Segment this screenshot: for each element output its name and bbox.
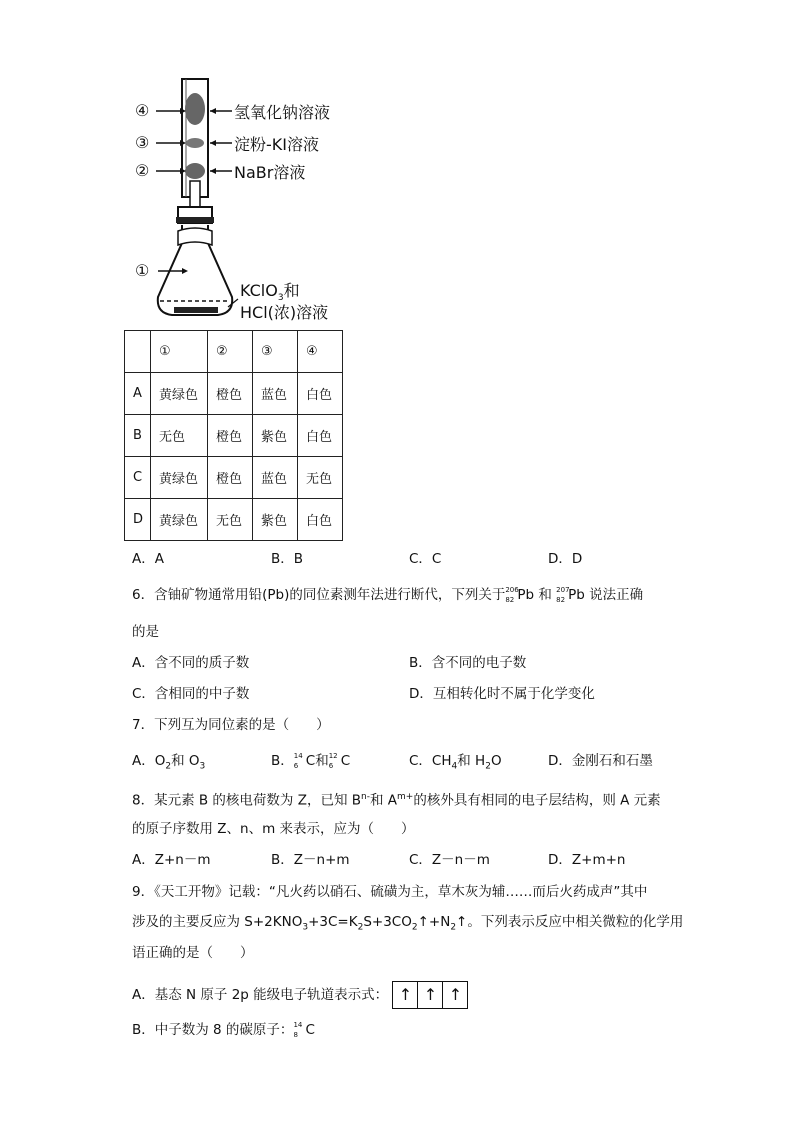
q8-stem: 8．某元素 B 的核电荷数为 Z，已知 $B^{n-}$和 $A^{m+}$的核外具有相同的电子层结构，则 A 元素 bbox=[132, 792, 661, 809]
nabr-label: NaBr溶液 bbox=[234, 163, 306, 182]
table-cell: ① bbox=[151, 331, 208, 373]
q8-option-a: A．Z+n－m bbox=[132, 852, 211, 868]
table-cell: 橙色 bbox=[208, 457, 253, 499]
q6-option-a: A．含不同的质子数 bbox=[132, 655, 250, 671]
label-3: ③ bbox=[135, 133, 150, 152]
q9-stem-line2: 涉及的主要反应为 $S+2KNO_3+3C=K_2S+3CO_2↑+N_2↑$。下列表示反应中相关微粒的化学用 bbox=[132, 914, 684, 933]
naoh-label: 氢氧化钠溶液 bbox=[234, 103, 331, 122]
table-row bbox=[125, 415, 343, 457]
table-cell: 无色 bbox=[151, 415, 208, 457]
table-cell: B bbox=[125, 415, 151, 457]
up-arrow-icon: ↑ bbox=[442, 982, 467, 1008]
q6-stem: 6．含铀矿物通常用铅(Pb)的同位素测年法进行断代，下列关于 206 82 Pb 和 207 82 Pb 说法正确 bbox=[132, 586, 644, 604]
q8-stem-line2: 的原子序数用 Z、n、m 来表示，应为（ ） bbox=[132, 821, 415, 837]
label-2: ② bbox=[135, 161, 150, 180]
q6-option-b: B．含不同的电子数 bbox=[409, 655, 527, 671]
table-cell: C bbox=[125, 457, 151, 499]
q5-option-c: C．C bbox=[409, 551, 442, 567]
q5-option-b: B．B bbox=[271, 551, 304, 567]
starch-ki-label: 淀粉-KI溶液 bbox=[234, 135, 319, 154]
table-cell: 黄绿色 bbox=[151, 457, 208, 499]
q9-stem-line1: 9．《天工开物》记载：“凡火药以硝石、硫磺为主，草木灰为辅……而后火药成声”其中 bbox=[132, 884, 648, 900]
table-cell: A bbox=[125, 373, 151, 415]
table-cell: 紫色 bbox=[253, 499, 298, 541]
table-cell: 橙色 bbox=[208, 373, 253, 415]
q7-option-a: A．$O_2$和 $O_3$ bbox=[132, 753, 206, 772]
table-cell: 黄绿色 bbox=[151, 373, 208, 415]
table-cell: 橙色 bbox=[208, 415, 253, 457]
table-row bbox=[125, 373, 343, 415]
cotton-4 bbox=[185, 93, 205, 125]
table-cell: 蓝色 bbox=[253, 457, 298, 499]
cotton-3 bbox=[186, 138, 204, 148]
table-cell: 无色 bbox=[208, 499, 253, 541]
table-header-row bbox=[125, 331, 343, 373]
table-cell: ② bbox=[208, 331, 253, 373]
q9-option-b: B．中子数为 8 的碳原子： 14 8 C bbox=[132, 1021, 315, 1039]
q8-option-b: B．Z－n+m bbox=[271, 852, 350, 868]
q9-stem-line3: 语正确的是（ ） bbox=[132, 945, 254, 961]
table-cell: 黄绿色 bbox=[151, 499, 208, 541]
table-cell: 蓝色 bbox=[253, 373, 298, 415]
q5-option-d: D．D bbox=[548, 551, 583, 567]
table-cell: ④ bbox=[298, 331, 343, 373]
table-cell: 无色 bbox=[298, 457, 343, 499]
label-1: ① bbox=[135, 261, 150, 280]
q6-stem-line2: 的是 bbox=[132, 624, 159, 640]
answer-table bbox=[124, 330, 343, 541]
q6-option-d: D．互相转化时不属于化学变化 bbox=[409, 686, 595, 702]
q8-option-c: C．Z－n－m bbox=[409, 852, 490, 868]
pb206-isotope: 206 82 bbox=[505, 586, 519, 604]
q6-option-c: C．含相同的中子数 bbox=[132, 686, 250, 702]
pb207-isotope: 207 82 bbox=[556, 586, 570, 604]
table-cell: ③ bbox=[253, 331, 298, 373]
table-cell: D bbox=[125, 499, 151, 541]
table-cell: 白色 bbox=[298, 499, 343, 541]
q5-option-a: A．A bbox=[132, 551, 164, 567]
q7-stem: 7．下列互为同位素的是（ ） bbox=[132, 717, 330, 733]
table-row bbox=[125, 499, 343, 541]
table-row bbox=[125, 457, 343, 499]
q7-option-b: B． 14 6 C和 12 6 C bbox=[271, 752, 351, 770]
q7-option-c: C．$CH_4$和 $H_2O$ bbox=[409, 753, 502, 772]
table-cell: 白色 bbox=[298, 373, 343, 415]
cotton-2 bbox=[185, 163, 205, 179]
up-arrow-icon: ↑ bbox=[417, 982, 442, 1008]
q8-option-d: D．Z+m+n bbox=[548, 852, 626, 868]
orbital-diagram bbox=[392, 981, 468, 1009]
table-cell bbox=[125, 331, 151, 373]
table-cell: 白色 bbox=[298, 415, 343, 457]
q7-option-d: D．金刚石和石墨 bbox=[548, 753, 653, 769]
reagent-line2: HCl(浓)溶液 bbox=[240, 303, 329, 322]
q9-option-a: A．基态 N 原子 2p 能级电子轨道表示式： ↑ ↑ ↑ bbox=[132, 981, 468, 1009]
up-arrow-icon: ↑ bbox=[398, 985, 413, 1004]
table-cell: 紫色 bbox=[253, 415, 298, 457]
label-4: ④ bbox=[135, 101, 150, 120]
reagent-line1: KClO$_3$和 bbox=[240, 281, 300, 304]
